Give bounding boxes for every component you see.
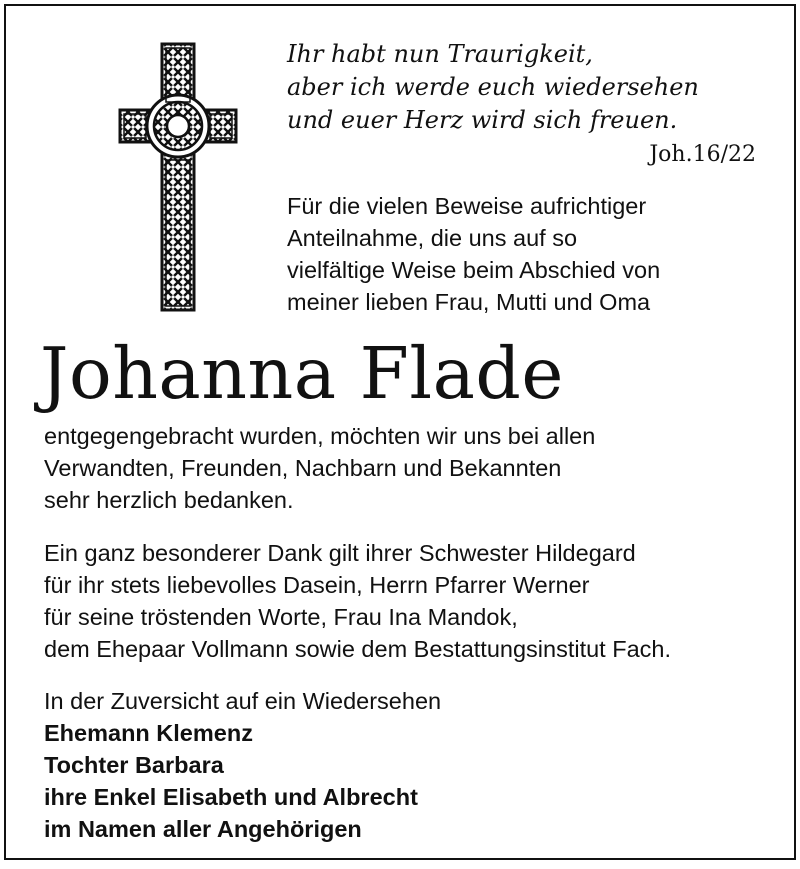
- intro-line: Anteilnahme, die uns auf so: [287, 225, 578, 251]
- signatory: im Namen aller Angehörigen: [44, 816, 362, 842]
- intro-line: meiner lieben Frau, Mutti und Oma: [287, 289, 651, 315]
- closing-block: [44, 685, 784, 845]
- quote-line: aber ich werde euch wiedersehen: [287, 73, 699, 101]
- deceased-name: Johanna Flade: [40, 332, 564, 415]
- special-thanks-line: für ihr stets liebevolles Dasein, Herrn Pfarrer Werner: [44, 572, 590, 598]
- bible-quote: [287, 38, 757, 137]
- special-thanks-line: für seine tröstenden Worte, Frau Ina Mandok,: [44, 604, 518, 630]
- thanks-line: sehr herzlich bedanken.: [44, 487, 294, 513]
- quote-reference: Joh.16/22: [649, 142, 756, 167]
- thanks-line: Verwandten, Freunden, Nachbarn und Bekannten: [44, 455, 562, 481]
- intro-text: [287, 190, 767, 318]
- quote-line: und euer Herz wird sich freuen.: [287, 106, 678, 134]
- thanks-line: entgegengebracht wurden, möchten wir uns bei allen: [44, 423, 596, 449]
- intro-line: vielfältige Weise beim Abschied von: [287, 257, 661, 283]
- closing-line: In der Zuversicht auf ein Wiedersehen: [44, 688, 442, 714]
- signatory: Tochter Barbara: [44, 752, 224, 778]
- signatory: Ehemann Klemenz: [44, 720, 253, 746]
- thanks-paragraph: [44, 420, 784, 516]
- special-thanks-line: Ein ganz besonderer Dank gilt ihrer Schwester Hildegard: [44, 540, 636, 566]
- signatory: ihre Enkel Elisabeth und Albrecht: [44, 784, 418, 810]
- celtic-cross-icon: [118, 42, 238, 312]
- special-thanks-paragraph: [44, 537, 784, 665]
- quote-line: Ihr habt nun Traurigkeit,: [287, 40, 593, 68]
- special-thanks-line: dem Ehepaar Vollmann sowie dem Bestattungsinstitut Fach.: [44, 636, 672, 662]
- intro-line: Für die vielen Beweise aufrichtiger: [287, 193, 647, 219]
